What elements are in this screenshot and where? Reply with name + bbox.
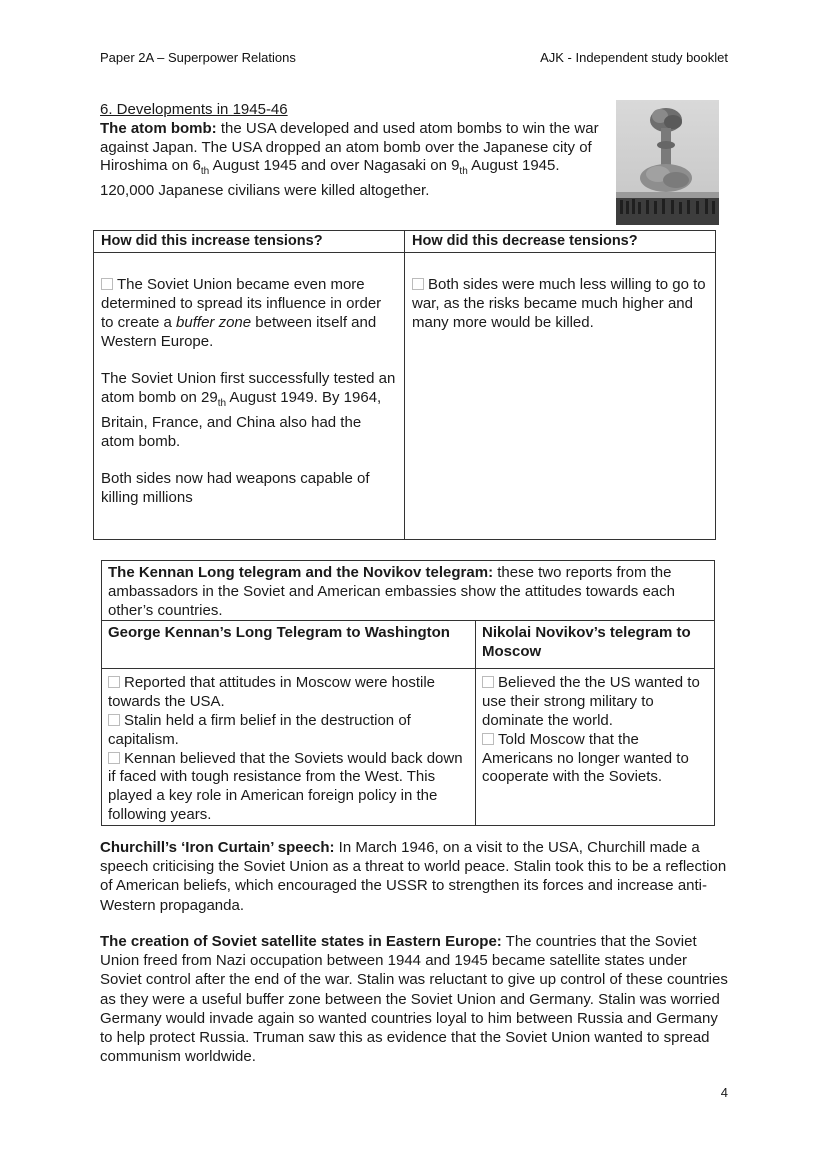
satellite-text: The countries that the Soviet Union freed from Nazi occupation between 1944 and 1945 became satellite states under Soviet control after the end of the war. Stalin was reluctant to give up control of these countries as they were a useful buffer zone between the Soviet Union and Germany. Stalin was worried Germany would invade again so wanted countries loyal to him between Russia and Germany to help protect Russia. Truman saw this as evidence that the Soviet Union wanted to spread communism worldwide.	[100, 933, 728, 1066]
increase-point-2	[101, 369, 397, 451]
atom-bomb-label: The atom bomb:	[100, 120, 217, 137]
buffer-zone-term: buffer zone	[176, 314, 252, 331]
novikov-cell	[476, 669, 715, 825]
inc1-text: The Soviet Union became even more determined to spread its influence in order to create a	[101, 276, 382, 331]
telegrams-intro-label: The Kennan Long telegram and the Novikov telegram:	[108, 564, 494, 581]
telegrams-table	[101, 560, 715, 826]
ordinal-suffix: th	[200, 166, 210, 178]
page-number: 4	[720, 1085, 728, 1100]
novikov-point	[482, 731, 708, 787]
increase-header: How did this increase tensions?	[94, 231, 405, 253]
kennan-text: Stalin held a firm belief in the destruction of capitalism.	[108, 711, 411, 748]
header-right: AJK - Independent study booklet	[540, 50, 728, 65]
atom-text-1: the USA developed and used atom bombs to win the war against Japan. The USA dropped an atom bomb over the Japanese city of Hiroshima on 6	[100, 120, 599, 175]
bullet-box-icon	[108, 676, 120, 688]
novikov-text: Told Moscow that the Americans no longer wanted to cooperate with the Soviets.	[482, 730, 689, 786]
increase-point-1	[101, 275, 397, 351]
telegrams-intro	[102, 561, 715, 621]
ordinal-suffix: th	[459, 166, 468, 178]
kennan-text: Kennan believed that the Soviets would back down if faced with tough resistance from the West. This played a key role in American foreign policy in the following years.	[108, 749, 463, 823]
bullet-box-icon	[101, 278, 113, 290]
mushroom-cloud-photo	[616, 100, 719, 225]
kennan-point	[108, 750, 469, 825]
novikov-header: Nikolai Novikov’s telegram to Moscow	[476, 621, 715, 669]
kennan-cell	[102, 669, 476, 825]
inc2-text-b: August 1949. By 1964, Britain, France, and China also had the atom bomb.	[101, 389, 382, 450]
decrease-cell	[405, 253, 716, 540]
novikov-text: Believed the the US wanted to use their strong military to dominate the world.	[482, 674, 700, 729]
kennan-header: George Kennan’s Long Telegram to Washington	[102, 621, 476, 669]
satellite-states-paragraph	[100, 932, 730, 1066]
inc2-text-a: The Soviet Union first successfully tested an atom bomb on 29	[101, 370, 396, 406]
ordinal-suffix: th	[217, 398, 227, 409]
kennan-point	[108, 674, 469, 712]
kennan-point	[108, 712, 469, 750]
atom-bomb-paragraph	[100, 120, 605, 200]
increase-cell	[94, 253, 405, 540]
churchill-paragraph	[100, 838, 730, 915]
kennan-text: Reported that attitudes in Moscow were hostile towards the USA.	[108, 674, 435, 711]
novikov-point	[482, 674, 708, 730]
bullet-box-icon	[412, 278, 424, 290]
bullet-box-icon	[482, 733, 494, 745]
tensions-table	[93, 230, 716, 540]
bullet-box-icon	[108, 752, 120, 764]
telegrams-intro-text: these two reports from the ambassadors in the Soviet and American embassies show the attitudes towards each other’s countries.	[108, 564, 675, 619]
satellite-label: The creation of Soviet satellite states in Eastern Europe:	[100, 933, 502, 950]
inc1-end-text: between itself and Western Europe.	[101, 314, 377, 350]
bullet-box-icon	[108, 714, 120, 726]
header-left: Paper 2A – Superpower Relations	[100, 50, 296, 65]
increase-point-3: Both sides now had weapons capable of killing millions	[101, 470, 370, 506]
atom-text-3: August 1945. 120,000 Japanese civilians were killed altogether.	[100, 157, 560, 199]
churchill-text: In March 1946, on a visit to the USA, Churchill made a speech criticising the Soviet Union as a threat to world peace. Stalin took this to be a reflection of American beliefs, which encouraged the USSR to strengthen its forces and increase anti-Western propaganda.	[100, 839, 727, 914]
decrease-point-1	[412, 275, 708, 332]
decrease-header: How did this decrease tensions?	[405, 231, 716, 253]
bullet-box-icon	[482, 676, 494, 688]
dec1-text: Both sides were much less willing to go to war, as the risks became much higher and many more would be killed.	[412, 276, 706, 331]
atom-text-2: August 1945 and over Nagasaki on 9	[209, 157, 460, 175]
section-heading: 6. Developments in 1945-46	[100, 101, 288, 118]
churchill-label: Churchill’s ‘Iron Curtain’ speech:	[100, 839, 335, 856]
